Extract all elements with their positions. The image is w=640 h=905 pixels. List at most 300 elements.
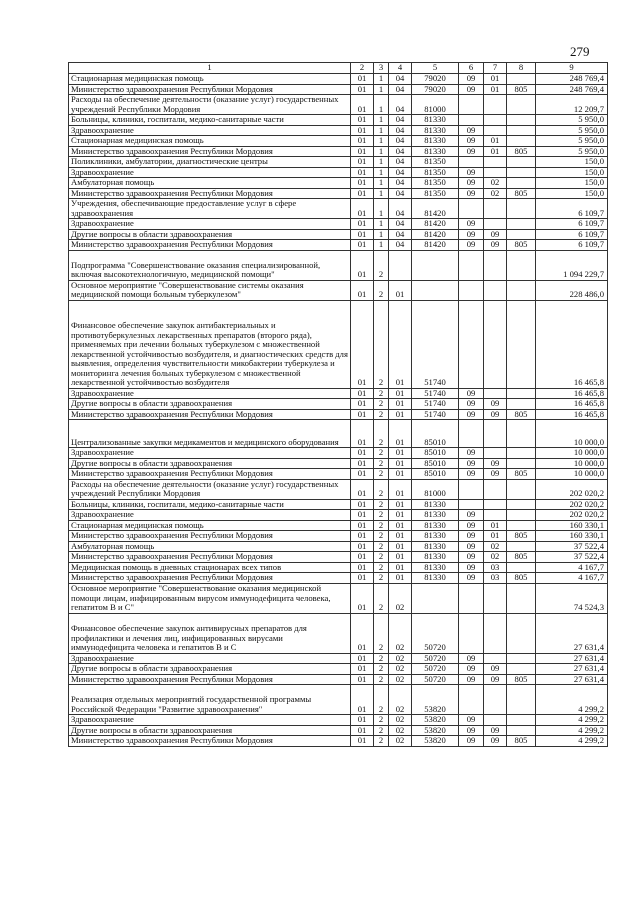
code-program: 01 bbox=[351, 125, 374, 136]
code-department: 805 bbox=[507, 84, 536, 95]
code-subsection: 02 bbox=[484, 541, 507, 552]
code-subsection: 09 bbox=[484, 458, 507, 469]
code-subsection: 01 bbox=[484, 146, 507, 157]
code-activity: 02 bbox=[389, 664, 412, 675]
code-department bbox=[507, 613, 536, 653]
code-program: 01 bbox=[351, 136, 374, 147]
amount: 27 631,4 bbox=[536, 664, 608, 675]
code-department bbox=[507, 510, 536, 521]
code-program: 01 bbox=[351, 736, 374, 747]
code-direction: 51740 bbox=[412, 388, 459, 399]
code-activity: 01 bbox=[389, 469, 412, 480]
code-subprogram: 1 bbox=[374, 167, 389, 178]
code-section: 09 bbox=[459, 674, 484, 685]
amount: 6 109,7 bbox=[536, 199, 608, 219]
code-program: 01 bbox=[351, 715, 374, 726]
table-row bbox=[69, 229, 608, 240]
code-activity: 02 bbox=[389, 613, 412, 653]
code-subsection: 01 bbox=[484, 84, 507, 95]
code-section: 09 bbox=[459, 562, 484, 573]
code-program: 01 bbox=[351, 146, 374, 157]
code-department bbox=[507, 125, 536, 136]
code-section: 09 bbox=[459, 388, 484, 399]
code-activity: 04 bbox=[389, 229, 412, 240]
table-row bbox=[69, 562, 608, 573]
code-direction: 51740 bbox=[412, 300, 459, 388]
code-section bbox=[459, 300, 484, 388]
column-header: 3 bbox=[374, 63, 389, 74]
code-department bbox=[507, 178, 536, 189]
code-subsection bbox=[484, 420, 507, 448]
code-subprogram: 2 bbox=[374, 448, 389, 459]
code-subprogram: 2 bbox=[374, 388, 389, 399]
code-department bbox=[507, 562, 536, 573]
amount: 150,0 bbox=[536, 157, 608, 168]
code-activity: 01 bbox=[389, 552, 412, 563]
code-section: 09 bbox=[459, 725, 484, 736]
column-header: 6 bbox=[459, 63, 484, 74]
table-row bbox=[69, 664, 608, 675]
code-subprogram: 2 bbox=[374, 399, 389, 410]
code-subsection bbox=[484, 653, 507, 664]
code-department bbox=[507, 280, 536, 300]
amount: 150,0 bbox=[536, 188, 608, 199]
code-program: 01 bbox=[351, 583, 374, 613]
code-section: 09 bbox=[459, 715, 484, 726]
code-activity: 01 bbox=[389, 499, 412, 510]
code-program: 01 bbox=[351, 280, 374, 300]
table-row bbox=[69, 715, 608, 726]
column-header: 7 bbox=[484, 63, 507, 74]
code-activity: 02 bbox=[389, 583, 412, 613]
code-department bbox=[507, 250, 536, 280]
code-subprogram: 2 bbox=[374, 562, 389, 573]
code-direction: 81330 bbox=[412, 115, 459, 126]
code-section: 09 bbox=[459, 219, 484, 230]
code-department bbox=[507, 136, 536, 147]
code-program: 01 bbox=[351, 725, 374, 736]
code-subsection bbox=[484, 479, 507, 499]
code-activity: 01 bbox=[389, 280, 412, 300]
code-activity: 02 bbox=[389, 725, 412, 736]
code-section: 09 bbox=[459, 229, 484, 240]
code-section: 09 bbox=[459, 240, 484, 251]
row-name: Министерство здравоохранения Республики Мордовия bbox=[69, 240, 351, 251]
code-department: 805 bbox=[507, 409, 536, 420]
code-department bbox=[507, 541, 536, 552]
code-program: 01 bbox=[351, 448, 374, 459]
table-row bbox=[69, 115, 608, 126]
code-subsection bbox=[484, 685, 507, 715]
code-department bbox=[507, 95, 536, 115]
code-section: 09 bbox=[459, 531, 484, 542]
row-name: Основное мероприятие "Совершенствование оказания медицинской помощи лицам, инфицированным вирусом иммунодефицита человека, гепатитом В и С" bbox=[69, 583, 351, 613]
table-row bbox=[69, 219, 608, 230]
code-section: 09 bbox=[459, 458, 484, 469]
row-name: Другие вопросы в области здравоохранения bbox=[69, 664, 351, 675]
amount: 5 950,0 bbox=[536, 136, 608, 147]
code-department bbox=[507, 115, 536, 126]
table-row bbox=[69, 167, 608, 178]
code-section: 09 bbox=[459, 448, 484, 459]
table-row bbox=[69, 146, 608, 157]
code-direction: 81350 bbox=[412, 188, 459, 199]
code-activity: 01 bbox=[389, 448, 412, 459]
code-direction: 81350 bbox=[412, 157, 459, 168]
code-program: 01 bbox=[351, 552, 374, 563]
table-row bbox=[69, 520, 608, 531]
table-row bbox=[69, 409, 608, 420]
code-subprogram: 2 bbox=[374, 685, 389, 715]
code-subsection: 09 bbox=[484, 736, 507, 747]
code-subprogram: 2 bbox=[374, 613, 389, 653]
code-subsection bbox=[484, 499, 507, 510]
code-activity: 01 bbox=[389, 388, 412, 399]
code-activity: 01 bbox=[389, 399, 412, 410]
table-row bbox=[69, 125, 608, 136]
row-name: Здравоохранение bbox=[69, 510, 351, 521]
code-activity: 04 bbox=[389, 219, 412, 230]
code-subsection: 09 bbox=[484, 469, 507, 480]
row-name: Министерство здравоохранения Республики Мордовия bbox=[69, 531, 351, 542]
table-row bbox=[69, 469, 608, 480]
code-department bbox=[507, 664, 536, 675]
code-direction: 85010 bbox=[412, 448, 459, 459]
column-header: 5 bbox=[412, 63, 459, 74]
code-subprogram: 2 bbox=[374, 300, 389, 388]
code-subprogram: 1 bbox=[374, 229, 389, 240]
table-header-row bbox=[69, 63, 608, 74]
code-program: 01 bbox=[351, 510, 374, 521]
code-department: 805 bbox=[507, 469, 536, 480]
code-subsection bbox=[484, 715, 507, 726]
code-direction: 79020 bbox=[412, 84, 459, 95]
code-program: 01 bbox=[351, 399, 374, 410]
code-department bbox=[507, 725, 536, 736]
row-name: Финансовое обеспечение закупок антивирусных препаратов для профилактики и лечения лиц, инфицированных вирусами иммунодефицита человека и гепатитов В и С bbox=[69, 613, 351, 653]
code-subprogram: 2 bbox=[374, 469, 389, 480]
code-subprogram: 1 bbox=[374, 136, 389, 147]
code-direction: 53820 bbox=[412, 685, 459, 715]
code-activity: 04 bbox=[389, 115, 412, 126]
table-row bbox=[69, 725, 608, 736]
table-row bbox=[69, 541, 608, 552]
code-program: 01 bbox=[351, 229, 374, 240]
code-direction bbox=[412, 583, 459, 613]
row-name: Стационарная медицинская помощь bbox=[69, 520, 351, 531]
row-name: Расходы на обеспечение деятельности (оказание услуг) государственных учреждений Республики Мордовия bbox=[69, 479, 351, 499]
code-department bbox=[507, 229, 536, 240]
code-program: 01 bbox=[351, 685, 374, 715]
code-direction: 81330 bbox=[412, 562, 459, 573]
code-activity: 04 bbox=[389, 188, 412, 199]
table-row bbox=[69, 736, 608, 747]
code-direction: 81330 bbox=[412, 136, 459, 147]
code-subsection: 09 bbox=[484, 725, 507, 736]
code-subsection bbox=[484, 95, 507, 115]
code-direction: 81330 bbox=[412, 541, 459, 552]
row-name: Другие вопросы в области здравоохранения bbox=[69, 399, 351, 410]
amount: 27 631,4 bbox=[536, 674, 608, 685]
code-subprogram: 2 bbox=[374, 409, 389, 420]
code-direction: 81420 bbox=[412, 229, 459, 240]
code-program: 01 bbox=[351, 409, 374, 420]
row-name: Министерство здравоохранения Республики Мордовия bbox=[69, 552, 351, 563]
code-subsection bbox=[484, 510, 507, 521]
amount: 10 000,0 bbox=[536, 458, 608, 469]
code-section bbox=[459, 95, 484, 115]
code-direction: 81420 bbox=[412, 199, 459, 219]
page-number: 279 bbox=[570, 44, 590, 59]
row-name: Министерство здравоохранения Республики Мордовия bbox=[69, 84, 351, 95]
code-section: 09 bbox=[459, 552, 484, 563]
code-activity: 01 bbox=[389, 531, 412, 542]
code-direction: 81420 bbox=[412, 219, 459, 230]
row-name: Другие вопросы в области здравоохранения bbox=[69, 725, 351, 736]
code-program: 01 bbox=[351, 178, 374, 189]
code-department: 805 bbox=[507, 674, 536, 685]
code-section: 09 bbox=[459, 74, 484, 85]
code-subsection bbox=[484, 613, 507, 653]
code-section bbox=[459, 250, 484, 280]
budget-table bbox=[68, 62, 608, 747]
row-name: Здравоохранение bbox=[69, 653, 351, 664]
row-name: Здравоохранение bbox=[69, 448, 351, 459]
amount: 228 486,0 bbox=[536, 280, 608, 300]
table-row bbox=[69, 420, 608, 448]
row-name: Министерство здравоохранения Республики Мордовия bbox=[69, 736, 351, 747]
code-section bbox=[459, 613, 484, 653]
code-direction: 53820 bbox=[412, 715, 459, 726]
code-program: 01 bbox=[351, 499, 374, 510]
code-department: 805 bbox=[507, 736, 536, 747]
amount: 4 299,2 bbox=[536, 736, 608, 747]
code-program: 01 bbox=[351, 115, 374, 126]
code-department bbox=[507, 420, 536, 448]
row-name: Амбулаторная помощь bbox=[69, 541, 351, 552]
code-subprogram: 1 bbox=[374, 178, 389, 189]
code-section: 09 bbox=[459, 736, 484, 747]
table-row bbox=[69, 583, 608, 613]
code-subsection bbox=[484, 388, 507, 399]
code-direction: 51740 bbox=[412, 409, 459, 420]
code-section: 09 bbox=[459, 469, 484, 480]
amount: 202 020,2 bbox=[536, 499, 608, 510]
code-direction: 50720 bbox=[412, 664, 459, 675]
code-activity: 04 bbox=[389, 95, 412, 115]
code-activity: 04 bbox=[389, 167, 412, 178]
row-name: Основное мероприятие "Совершенствование системы оказания медицинской помощи больным туберкулезом" bbox=[69, 280, 351, 300]
code-direction: 85010 bbox=[412, 420, 459, 448]
amount: 202 020,2 bbox=[536, 479, 608, 499]
code-program: 01 bbox=[351, 250, 374, 280]
table-row bbox=[69, 280, 608, 300]
code-department bbox=[507, 388, 536, 399]
code-subprogram: 1 bbox=[374, 125, 389, 136]
code-direction: 81420 bbox=[412, 240, 459, 251]
code-subprogram: 2 bbox=[374, 531, 389, 542]
code-subprogram: 1 bbox=[374, 115, 389, 126]
code-subprogram: 2 bbox=[374, 541, 389, 552]
code-department bbox=[507, 199, 536, 219]
code-subprogram: 2 bbox=[374, 583, 389, 613]
table-row bbox=[69, 84, 608, 95]
code-department bbox=[507, 653, 536, 664]
row-name: Здравоохранение bbox=[69, 388, 351, 399]
code-subprogram: 1 bbox=[374, 240, 389, 251]
code-subsection: 09 bbox=[484, 674, 507, 685]
code-direction: 53820 bbox=[412, 725, 459, 736]
row-name: Финансовое обеспечение закупок антибактериальных и противотуберкулезных лекарственных препаратов (второго ряда), применяемых при лечении больных туберкулезом с множественной лекарственной устойчивостью возбудителя, и диагностических средств для выявления, определения чувствительности микобактерии туберкулеза и мониторинга лечения больных туберкулезом с множественной лекарственной устойчивостью возбудителя bbox=[69, 300, 351, 388]
amount: 4 299,2 bbox=[536, 715, 608, 726]
amount: 5 950,0 bbox=[536, 115, 608, 126]
code-direction: 81000 bbox=[412, 95, 459, 115]
code-section bbox=[459, 115, 484, 126]
amount: 1 094 229,7 bbox=[536, 250, 608, 280]
code-direction: 81330 bbox=[412, 146, 459, 157]
code-program: 01 bbox=[351, 300, 374, 388]
code-section: 09 bbox=[459, 178, 484, 189]
code-program: 01 bbox=[351, 653, 374, 664]
code-department bbox=[507, 74, 536, 85]
table-row bbox=[69, 95, 608, 115]
code-program: 01 bbox=[351, 219, 374, 230]
row-name: Министерство здравоохранения Республики Мордовия bbox=[69, 674, 351, 685]
code-subprogram: 2 bbox=[374, 520, 389, 531]
code-program: 01 bbox=[351, 167, 374, 178]
amount: 16 465,8 bbox=[536, 300, 608, 388]
code-department bbox=[507, 499, 536, 510]
code-subsection bbox=[484, 157, 507, 168]
row-name: Здравоохранение bbox=[69, 715, 351, 726]
code-section bbox=[459, 499, 484, 510]
amount: 16 465,8 bbox=[536, 388, 608, 399]
amount: 248 769,4 bbox=[536, 74, 608, 85]
table-row bbox=[69, 157, 608, 168]
code-activity: 04 bbox=[389, 178, 412, 189]
code-program: 01 bbox=[351, 458, 374, 469]
code-section bbox=[459, 420, 484, 448]
table-row bbox=[69, 188, 608, 199]
code-subprogram: 2 bbox=[374, 725, 389, 736]
amount: 5 950,0 bbox=[536, 146, 608, 157]
code-section: 09 bbox=[459, 409, 484, 420]
table-row bbox=[69, 653, 608, 664]
amount: 4 299,2 bbox=[536, 725, 608, 736]
amount: 150,0 bbox=[536, 167, 608, 178]
row-name: Больницы, клиники, госпитали, медико-санитарные части bbox=[69, 115, 351, 126]
table-row bbox=[69, 300, 608, 388]
code-program: 01 bbox=[351, 84, 374, 95]
code-subsection: 03 bbox=[484, 562, 507, 573]
code-activity: 02 bbox=[389, 674, 412, 685]
column-header: 1 bbox=[69, 63, 351, 74]
row-name: Министерство здравоохранения Республики Мордовия bbox=[69, 188, 351, 199]
code-section: 09 bbox=[459, 664, 484, 675]
code-subsection bbox=[484, 199, 507, 219]
code-subprogram: 1 bbox=[374, 84, 389, 95]
code-program: 01 bbox=[351, 664, 374, 675]
code-direction: 85010 bbox=[412, 469, 459, 480]
code-program: 01 bbox=[351, 541, 374, 552]
code-section bbox=[459, 199, 484, 219]
row-name: Министерство здравоохранения Республики Мордовия bbox=[69, 469, 351, 480]
amount: 4 167,7 bbox=[536, 573, 608, 584]
amount: 10 000,0 bbox=[536, 448, 608, 459]
code-department bbox=[507, 685, 536, 715]
code-section: 09 bbox=[459, 84, 484, 95]
code-department: 805 bbox=[507, 531, 536, 542]
amount: 12 209,7 bbox=[536, 95, 608, 115]
row-name: Здравоохранение bbox=[69, 167, 351, 178]
amount: 37 522,4 bbox=[536, 552, 608, 563]
code-section: 09 bbox=[459, 136, 484, 147]
code-direction bbox=[412, 250, 459, 280]
table-row bbox=[69, 499, 608, 510]
code-subsection bbox=[484, 125, 507, 136]
code-program: 01 bbox=[351, 531, 374, 542]
amount: 6 109,7 bbox=[536, 219, 608, 230]
code-department bbox=[507, 448, 536, 459]
code-subprogram: 1 bbox=[374, 219, 389, 230]
row-name: Министерство здравоохранения Республики Мордовия bbox=[69, 573, 351, 584]
table-row bbox=[69, 388, 608, 399]
amount: 160 330,1 bbox=[536, 520, 608, 531]
code-activity: 02 bbox=[389, 736, 412, 747]
row-name: Другие вопросы в области здравоохранения bbox=[69, 458, 351, 469]
row-name: Амбулаторная помощь bbox=[69, 178, 351, 189]
amount: 74 524,3 bbox=[536, 583, 608, 613]
code-section bbox=[459, 157, 484, 168]
code-activity: 02 bbox=[389, 685, 412, 715]
code-subsection bbox=[484, 115, 507, 126]
code-subprogram: 2 bbox=[374, 420, 389, 448]
code-program: 01 bbox=[351, 199, 374, 219]
amount: 6 109,7 bbox=[536, 240, 608, 251]
code-subsection bbox=[484, 219, 507, 230]
code-department bbox=[507, 219, 536, 230]
code-subprogram: 2 bbox=[374, 664, 389, 675]
code-subsection: 03 bbox=[484, 573, 507, 584]
code-direction: 85010 bbox=[412, 458, 459, 469]
code-department: 805 bbox=[507, 240, 536, 251]
code-department bbox=[507, 583, 536, 613]
code-direction: 81330 bbox=[412, 520, 459, 531]
table-row bbox=[69, 136, 608, 147]
code-program: 01 bbox=[351, 420, 374, 448]
row-name: Медицинская помощь в дневных стационарах всех типов bbox=[69, 562, 351, 573]
code-activity: 04 bbox=[389, 157, 412, 168]
table-row bbox=[69, 573, 608, 584]
table-row bbox=[69, 674, 608, 685]
row-name: Здравоохранение bbox=[69, 125, 351, 136]
row-name: Централизованные закупки медикаментов и медицинского оборудования bbox=[69, 420, 351, 448]
code-subprogram: 2 bbox=[374, 250, 389, 280]
code-subprogram: 2 bbox=[374, 510, 389, 521]
code-section: 09 bbox=[459, 541, 484, 552]
table-row bbox=[69, 531, 608, 542]
code-program: 01 bbox=[351, 74, 374, 85]
code-section: 09 bbox=[459, 510, 484, 521]
code-direction: 81330 bbox=[412, 531, 459, 542]
row-name: Поликлиники, амбулатории, диагностические центры bbox=[69, 157, 351, 168]
code-direction: 50720 bbox=[412, 613, 459, 653]
code-direction bbox=[412, 280, 459, 300]
amount: 27 631,4 bbox=[536, 653, 608, 664]
row-name: Стационарная медицинская помощь bbox=[69, 136, 351, 147]
code-subsection: 09 bbox=[484, 664, 507, 675]
code-direction: 81330 bbox=[412, 125, 459, 136]
